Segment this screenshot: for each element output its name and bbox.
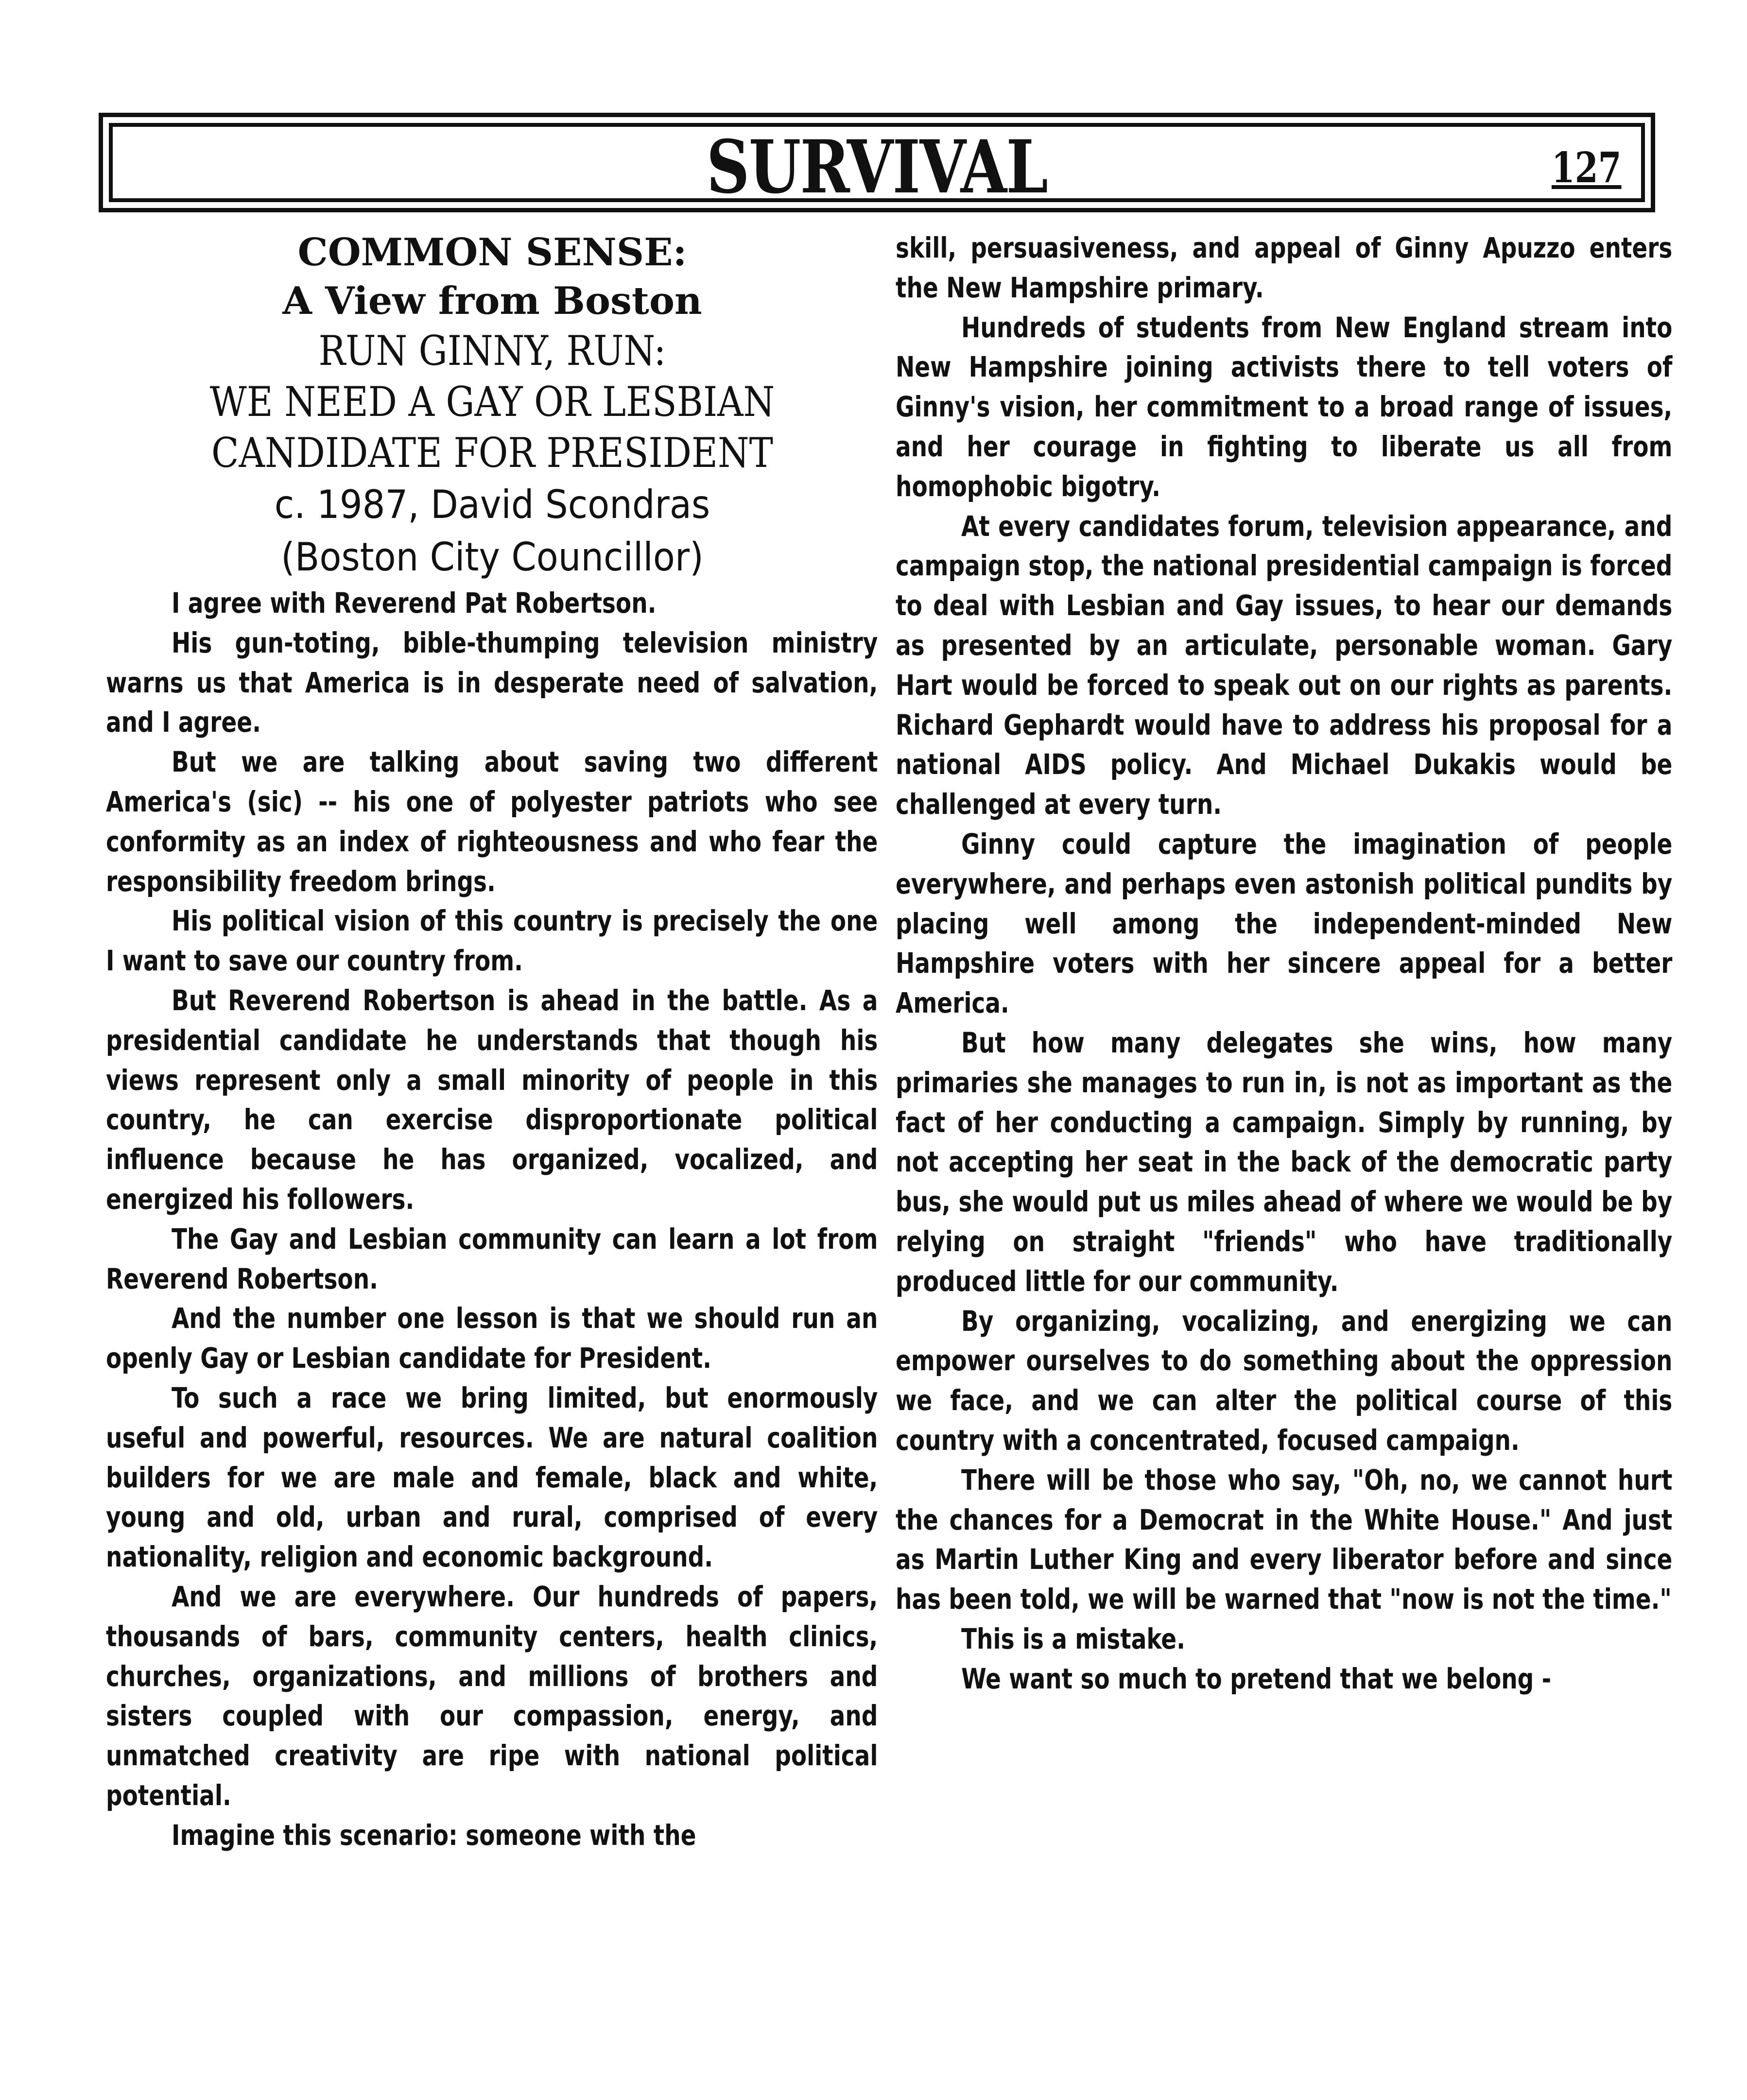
paragraph: I agree with Reverend Pat Robertson. — [172, 586, 657, 620]
paragraph: And the number one lesson is that we should run an openly Gay or Lesbian candidate for President. — [106, 1302, 878, 1375]
paragraph: Hundreds of students from New England stream into New Hampshire joining activists there to tell voters of Ginny's vision, her commitment to a broad range of issues, and her courage in fighting to liberate us all from homophobic bigotry. — [896, 310, 1673, 503]
article-series-title: COMMON SENSE: — [297, 230, 687, 275]
article-byline: c. 1987, David Scondras — [274, 482, 710, 527]
article-series-subtitle: A View from Boston — [282, 279, 702, 323]
paragraph: By organizing, vocalizing, and energizing we can empower ourselves to do something about the oppression we face, and we can alter the political course of this country with a concentrated, focused campaign. — [896, 1304, 1673, 1457]
paragraph: And we are everywhere. Our hundreds of papers, thousands of bars, community centers, health clinics, churches, organizations, and millions of brothers and sisters coupled with our compassion, energy, and unmatched creativity are ripe with national political potential. — [106, 1580, 878, 1812]
article-title-block — [106, 228, 879, 584]
paragraph: But we are talking about saving two different America's (sic) -- his one of polyester patriots who see conformity as an index of righteousness and who fear the responsibility freedom brings. — [106, 745, 878, 898]
paragraph: We want so much to pretend that we belong - — [961, 1662, 1552, 1695]
paragraph: There will be those who say, "Oh, no, we cannot hurt the chances for a Democrat in the White House." And just as Martin Luther King and every liberator before and since has been told, we will be warned that "now is not the time." — [896, 1463, 1673, 1616]
article-headline-line-1: RUN GINNY, RUN: — [318, 327, 666, 375]
left-column — [106, 228, 879, 1856]
paragraph: His gun-toting, bible-thumping television ministry warns us that America is in desperate need of salvation, and I agree. — [106, 626, 878, 739]
paragraph: To such a race we bring limited, but enormously useful and powerful, resources. We are natural coalition builders for we are male and female, black and white, young and old, urban and rural, comprised of every nationality, religion and economic background. — [106, 1381, 878, 1574]
paragraph: This is a mistake. — [961, 1622, 1185, 1655]
section-header-box — [99, 113, 1655, 212]
paragraph: Ginny could capture the imagination of people everywhere, and perhaps even astonish political pundits by placing well among the independent-minded New Hampshire voters with her sincere appeal for a better America. — [896, 827, 1673, 1020]
page-number: 127 — [1552, 143, 1622, 192]
paragraph: At every candidates forum, television appearance, and campaign stop, the national presidential campaign is forced to deal with Lesbian and Gay issues, to hear our demands as presented by an articulate, personable woman. Gary Hart would be forced to speak out on our rights as parents. Richard Gephardt would have to address his proposal for a national AIDS policy. And Michael Dukakis would be challenged at every turn. — [896, 509, 1673, 821]
paragraph-continued: skill, persuasiveness, and appeal of Ginny Apuzzo enters the New Hampshire primary. — [896, 231, 1673, 304]
left-column-body — [106, 584, 878, 1856]
article-headline-line-2: WE NEED A GAY OR LESBIAN — [209, 378, 775, 426]
author-affiliation: (Boston City Councillor) — [281, 534, 704, 580]
paragraph: His political vision of this country is precisely the one I want to save our country from. — [106, 904, 878, 978]
paragraph: The Gay and Lesbian community can learn a lot from Reverend Robertson. — [106, 1222, 878, 1295]
section-header-inner-border — [109, 123, 1645, 210]
paragraph: But Reverend Robertson is ahead in the battle. As a presidential candidate he understands that though his views represent only a small minority of people in this country, he can exercise disproportionate political influence because he has organized, vocalized, and energized his followers. — [106, 983, 878, 1216]
right-column-body — [896, 228, 1672, 1699]
article-headline-line-3: CANDIDATE FOR PRESIDENT — [211, 429, 773, 477]
section-title: SURVIVAL — [706, 124, 1048, 210]
right-column — [896, 228, 1673, 1699]
paragraph: Imagine this scenario: someone with the — [172, 1818, 696, 1852]
paragraph: But how many delegates she wins, how many primaries she manages to run in, is not as important as the fact of her conducting a campaign. Simply by running, by not accepting her seat in the back of the democratic party bus, she would put us miles ahead of where we would be by relying on straight "friends" who have traditionally produced little for our community. — [896, 1026, 1673, 1298]
